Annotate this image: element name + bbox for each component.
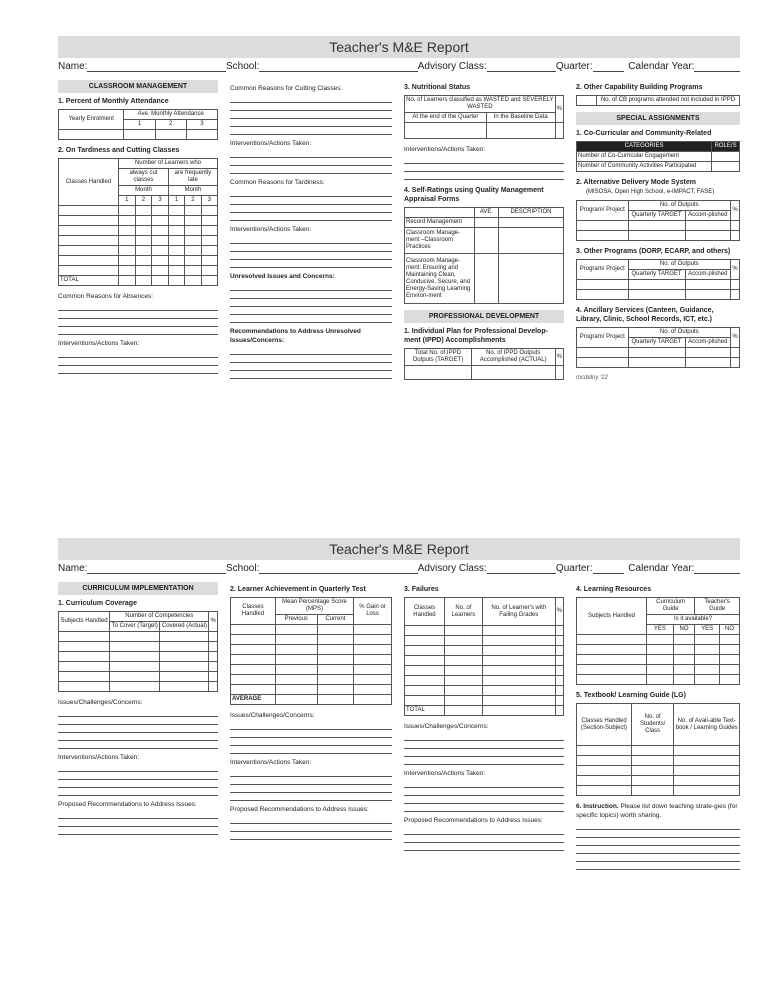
table-header: No. of Outputs xyxy=(628,201,730,211)
section-heading: 1. Curriculum Coverage xyxy=(58,600,137,607)
table-header: Yearly Enrolment xyxy=(59,110,124,130)
write-line[interactable] xyxy=(58,366,218,374)
write-line[interactable] xyxy=(58,764,218,772)
table-row[interactable] xyxy=(405,366,564,380)
write-line[interactable] xyxy=(404,156,564,164)
name-label: Name: xyxy=(58,61,88,72)
table-row[interactable] xyxy=(59,206,218,216)
table-header: No. of Learners xyxy=(444,598,482,626)
write-line[interactable] xyxy=(230,746,392,754)
table-cell[interactable] xyxy=(59,130,124,140)
table-header: % xyxy=(731,260,740,280)
table-row[interactable] xyxy=(59,266,218,276)
table-row[interactable] xyxy=(405,686,564,696)
write-line[interactable] xyxy=(58,717,218,725)
total-label: TOTAL xyxy=(59,276,119,286)
table-row[interactable] xyxy=(405,656,564,666)
advisory-field[interactable] xyxy=(487,61,556,72)
table-header: No. of Outputs xyxy=(628,260,730,270)
adm-table xyxy=(576,200,740,241)
table-header: Subjects Handled xyxy=(577,598,647,635)
table-header: Classes Handled xyxy=(231,598,276,625)
ippd-table xyxy=(404,348,564,380)
table-header: Quarterly TARGET xyxy=(628,270,685,280)
table-row[interactable] xyxy=(577,280,740,290)
write-line[interactable] xyxy=(230,738,392,746)
table-row[interactable] xyxy=(577,665,740,675)
table-header: Quarterly TARGET xyxy=(628,211,685,221)
table-row[interactable] xyxy=(577,231,740,241)
quarter-field[interactable] xyxy=(593,61,625,72)
write-line[interactable] xyxy=(230,832,392,840)
table-row[interactable] xyxy=(405,676,564,686)
write-line[interactable] xyxy=(58,772,218,780)
school-label: School: xyxy=(226,61,260,72)
write-line[interactable] xyxy=(230,816,392,824)
average-label: AVERAGE xyxy=(231,695,276,705)
table-header: Teacher's Guide xyxy=(695,598,740,615)
table-header: Ave. Monthly Attendance xyxy=(124,110,218,120)
write-line[interactable] xyxy=(230,111,392,119)
table-header: Quarterly TARGET xyxy=(628,338,685,348)
interventions-label: Interventions/Actions Taken: xyxy=(58,340,140,347)
table-header: Number of Competencies xyxy=(110,612,209,622)
table-header: % xyxy=(555,349,563,366)
write-line[interactable] xyxy=(58,319,218,327)
table-header: Mean Percentage Score (MPS) xyxy=(275,598,353,615)
signature-mark: mcdelny '12 xyxy=(576,375,608,381)
table-header: At the end of the Quarter xyxy=(405,113,487,123)
write-line[interactable] xyxy=(404,835,564,843)
table-header: Program/ Project xyxy=(577,328,629,348)
section-heading: 5. Textbook/ Learning Guide (LG) xyxy=(576,692,686,699)
table-header: always cut classes xyxy=(119,169,169,186)
interventions-label: Interventions/Actions Taken: xyxy=(404,770,486,777)
write-line[interactable] xyxy=(58,827,218,835)
table-header: % Gain or Loss xyxy=(354,598,392,625)
textbook-table xyxy=(576,703,740,796)
table-row[interactable] xyxy=(59,236,218,246)
interventions-label: Interventions/Actions Taken: xyxy=(230,140,312,147)
table-header: % xyxy=(209,612,218,632)
row-label: Classroom Manage-ment: Ensuring and Maintaining Clean, Conducive, Secure, and Energy-Saving Learning Environ-ment xyxy=(405,254,475,304)
advisory-label: Advisory Class: xyxy=(417,563,487,574)
table-row[interactable] xyxy=(577,675,740,685)
write-line[interactable] xyxy=(230,347,392,355)
section-heading: 2. On Tardiness and Cutting Classes xyxy=(58,147,180,154)
write-line[interactable] xyxy=(230,236,392,244)
write-line[interactable] xyxy=(230,307,392,315)
table-header: Current xyxy=(317,615,354,625)
write-line[interactable] xyxy=(404,827,564,835)
proposed-label: Proposed Recommendations to Address Issues: xyxy=(58,801,197,808)
section-band: CURRICULUM IMPLEMENTATION xyxy=(58,582,218,595)
write-line[interactable] xyxy=(230,119,392,127)
table-row[interactable] xyxy=(577,776,740,786)
write-line[interactable] xyxy=(58,733,218,741)
write-line[interactable] xyxy=(230,363,392,371)
write-line[interactable] xyxy=(404,780,564,788)
table-header: DESCRIPTION xyxy=(498,208,563,218)
table-row[interactable] xyxy=(231,655,392,665)
write-line[interactable] xyxy=(576,862,740,870)
table-header: No. of Students/ Class xyxy=(632,704,674,746)
write-line[interactable] xyxy=(230,283,392,291)
write-line[interactable] xyxy=(230,824,392,832)
tardiness-label: Common Reasons for Tardiness: xyxy=(230,179,325,186)
year-field[interactable] xyxy=(694,563,740,574)
table-header: AVE. xyxy=(475,208,499,218)
table-header: Total No. of IPPD Outputs (TARGET) xyxy=(405,349,472,366)
table-row[interactable] xyxy=(231,675,392,685)
table-header: 2 xyxy=(135,196,152,206)
write-line[interactable] xyxy=(230,730,392,738)
table-header: 1 xyxy=(168,196,184,206)
write-line[interactable] xyxy=(230,244,392,252)
school-field[interactable] xyxy=(259,61,417,72)
write-line[interactable] xyxy=(230,213,392,221)
name-label: Name: xyxy=(58,563,88,574)
school-field[interactable] xyxy=(259,563,417,574)
recommend-label: Recommendations to Address Unresolved Issues/Concerns: xyxy=(230,328,361,344)
instruction-title: 6. Instruction. xyxy=(576,803,619,810)
quarter-label: Quarter: xyxy=(555,563,593,574)
name-field[interactable] xyxy=(87,563,226,574)
header-fields xyxy=(58,61,740,75)
table-header: In the Baseline Data xyxy=(486,113,555,123)
table-header: 2 xyxy=(185,196,201,206)
issues-label: Issues/Challenges/Concerns: xyxy=(230,712,315,719)
curriculum-column xyxy=(58,582,218,835)
interventions-label: Interventions/Actions Taken: xyxy=(230,759,312,766)
section-heading: 3. Failures xyxy=(404,586,439,593)
table-row[interactable] xyxy=(59,662,218,672)
achievement-column xyxy=(230,582,392,840)
write-line[interactable] xyxy=(404,843,564,851)
table-header: Program/ Project xyxy=(577,201,629,221)
table-row[interactable] xyxy=(231,665,392,675)
table-row[interactable] xyxy=(405,646,564,656)
write-line[interactable] xyxy=(230,166,392,174)
write-line[interactable] xyxy=(230,150,392,158)
section-heading: 2. Alternative Delivery Mode System xyxy=(576,179,696,186)
write-line[interactable] xyxy=(58,725,218,733)
name-field[interactable] xyxy=(87,61,226,72)
table-row[interactable] xyxy=(59,672,218,682)
report-page-2 xyxy=(58,538,740,998)
section-heading: 4. Self-Ratings using Quality Management Appraisal Forms xyxy=(404,187,544,203)
table-row[interactable] xyxy=(59,632,218,642)
proposed-label: Proposed Recommendations to Address Issues: xyxy=(404,817,543,824)
failures-table xyxy=(404,597,564,716)
table-row[interactable] xyxy=(577,645,740,655)
school-label: School: xyxy=(226,563,260,574)
write-line[interactable] xyxy=(230,793,392,801)
table-row[interactable] xyxy=(577,358,740,368)
table-row[interactable] xyxy=(577,746,740,756)
row-label: Record Management xyxy=(405,218,475,228)
table-header: Month xyxy=(119,186,169,196)
table-row[interactable] xyxy=(577,221,740,231)
section-heading: 3. Other Programs (DORP, ECARP, and others) xyxy=(576,248,731,255)
table-header: YES xyxy=(647,625,674,635)
table-header: ROLE/S xyxy=(712,142,740,152)
table-row[interactable] xyxy=(59,246,218,256)
table-row[interactable] xyxy=(405,636,564,646)
other-programs-table xyxy=(576,259,740,300)
write-line[interactable] xyxy=(576,854,740,862)
write-line[interactable] xyxy=(404,804,564,812)
section-band: CLASSROOM MANAGEMENT xyxy=(58,80,218,93)
unresolved-label: Unresolved Issues and Concerns: xyxy=(230,273,335,280)
interventions-label: Interventions/Actions Taken: xyxy=(58,754,140,761)
table-row[interactable] xyxy=(577,786,740,796)
reasons-column xyxy=(230,80,392,379)
table-row[interactable] xyxy=(577,635,740,645)
table-row[interactable] xyxy=(405,123,564,139)
section-heading: 1. Individual Plan for Professional Develop-ment (IPPD) Accomplishments xyxy=(404,328,548,344)
issues-label: Issues/Challenges/Concerns: xyxy=(58,699,143,706)
write-line[interactable] xyxy=(58,741,218,749)
special-assignments-column xyxy=(576,80,740,383)
write-line[interactable] xyxy=(230,777,392,785)
cb-table xyxy=(576,95,740,106)
table-header: Program/ Project xyxy=(577,260,629,280)
table-header: Classes Handled (Section-Subject) xyxy=(577,704,632,746)
issues-label: Issues/Challenges/Concerns: xyxy=(404,723,489,730)
write-line[interactable] xyxy=(576,822,740,830)
table-row[interactable] xyxy=(405,626,564,636)
instruction-text: Please list down teaching strate-gies (for specific topics) worth sharing. xyxy=(576,803,738,819)
table-header: % xyxy=(555,598,563,626)
write-line[interactable] xyxy=(230,315,392,323)
table-row[interactable] xyxy=(405,696,564,706)
write-line[interactable] xyxy=(230,291,392,299)
interventions-label: Interventions/Actions Taken: xyxy=(404,146,486,153)
table-header: No. of Learner's with Failing Grades xyxy=(482,598,555,626)
section-heading: 4. Ancillary Services (Canteen, Guidance, Library, Clinic, School Records, ICT, etc.) xyxy=(576,307,714,323)
section-heading: 1. Percent of Monthly Attendance xyxy=(58,98,169,105)
table-header: YES xyxy=(695,625,720,635)
write-line[interactable] xyxy=(58,819,218,827)
tardiness-table xyxy=(58,158,218,286)
table-row[interactable] xyxy=(59,226,218,236)
write-line[interactable] xyxy=(230,769,392,777)
ancillary-table xyxy=(576,327,740,368)
table-header: No. of CB programs attended not included in IPPD xyxy=(597,96,740,106)
table-header: NO xyxy=(673,625,694,635)
table-header: Is it available? xyxy=(647,615,740,625)
table-header: Classes Handled xyxy=(405,598,445,626)
table-header: NO xyxy=(720,625,740,635)
section-band: SPECIAL ASSIGNMENTS xyxy=(576,112,740,125)
row-label: Number of Co-Curricular Engagement xyxy=(577,152,712,162)
page-title: Teacher's M&E Report xyxy=(58,36,740,58)
table-header: No. of IPPD Outputs Accomplished (ACTUAL) xyxy=(471,349,555,366)
write-line[interactable] xyxy=(58,709,218,717)
write-line[interactable] xyxy=(230,197,392,205)
table-header: 3 xyxy=(152,196,169,206)
table-row[interactable] xyxy=(577,756,740,766)
instruction-heading xyxy=(576,802,740,820)
table-header: Previous xyxy=(275,615,317,625)
table-header: Month xyxy=(168,186,217,196)
write-line[interactable] xyxy=(230,785,392,793)
write-line[interactable] xyxy=(58,780,218,788)
failures-column xyxy=(404,582,564,851)
table-header: No. of Avail-able Text-book / Learning Guides xyxy=(674,704,740,746)
write-line[interactable] xyxy=(58,811,218,819)
year-field[interactable] xyxy=(694,61,740,72)
cutting-label: Common Reasons for Cutting Classes: xyxy=(230,85,343,92)
page-title: Teacher's M&E Report xyxy=(58,538,740,560)
interventions-label: Interventions/Actions Taken: xyxy=(230,226,312,233)
write-line[interactable] xyxy=(58,358,218,366)
section-heading: 4. Learning Resources xyxy=(576,586,652,593)
write-line[interactable] xyxy=(230,371,392,379)
table-header: Subjects Handled xyxy=(59,612,110,632)
section-heading: 2. Learner Achievement in Quarterly Test xyxy=(230,586,366,593)
table-header: No. of Learners classified as WASTED and SEVERELY WASTED xyxy=(405,96,556,113)
table-row[interactable] xyxy=(59,652,218,662)
table-row[interactable] xyxy=(231,645,392,655)
write-line[interactable] xyxy=(58,327,218,335)
table-header: Accom-plished xyxy=(685,270,730,280)
write-line[interactable] xyxy=(230,103,392,111)
write-line[interactable] xyxy=(404,796,564,804)
table-header: 2 xyxy=(155,120,186,130)
write-line[interactable] xyxy=(576,846,740,854)
table-row[interactable] xyxy=(59,216,218,226)
resources-column xyxy=(576,582,740,870)
table-row[interactable] xyxy=(59,256,218,266)
write-line[interactable] xyxy=(230,252,392,260)
year-label: Calendar Year: xyxy=(628,563,695,574)
write-line[interactable] xyxy=(230,127,392,135)
table-row[interactable] xyxy=(577,655,740,665)
report-page-1 xyxy=(58,36,740,496)
table-header: % xyxy=(731,328,740,348)
table-header: % xyxy=(555,96,563,123)
section-heading: 1. Co-Curricular and Community-Related xyxy=(576,130,712,137)
co-curricular-table xyxy=(576,141,740,172)
section-subheading: (MISOSA, Open High School, e-IMPACT, FASE) xyxy=(586,189,715,195)
table-header: CATEGORIES xyxy=(577,142,712,152)
section-band: PROFESSIONAL DEVELOPMENT xyxy=(404,310,564,323)
quarter-field[interactable] xyxy=(593,563,625,574)
table-header: No. of Outputs xyxy=(628,328,730,338)
write-line[interactable] xyxy=(230,189,392,197)
table-row[interactable] xyxy=(59,682,218,692)
table-header: Number of Learners who xyxy=(119,159,218,169)
table-cell[interactable] xyxy=(124,130,155,140)
table-row[interactable] xyxy=(231,635,392,645)
write-line[interactable] xyxy=(230,95,392,103)
write-line[interactable] xyxy=(404,788,564,796)
write-line[interactable] xyxy=(58,350,218,358)
table-row[interactable] xyxy=(577,766,740,776)
write-line[interactable] xyxy=(404,741,564,749)
table-header: Classes Handled xyxy=(59,159,119,206)
table-header: 1 xyxy=(124,120,155,130)
nutrition-column xyxy=(404,80,564,386)
write-line[interactable] xyxy=(404,757,564,765)
table-row[interactable] xyxy=(231,685,392,695)
proposed-label: Proposed Recommendations to Address Issues: xyxy=(230,806,369,813)
table-row[interactable] xyxy=(405,666,564,676)
self-rating-table xyxy=(404,207,564,304)
advisory-field[interactable] xyxy=(487,563,556,574)
write-line[interactable] xyxy=(230,299,392,307)
header-fields xyxy=(58,563,740,577)
write-line[interactable] xyxy=(576,838,740,846)
write-line[interactable] xyxy=(58,303,218,311)
table-header: Accom-plished xyxy=(685,211,730,221)
write-line[interactable] xyxy=(230,355,392,363)
table-header: Accom-plished xyxy=(685,338,730,348)
table-header: % xyxy=(731,201,740,221)
table-header: 3 xyxy=(186,120,217,130)
row-label: Number of Community Activities Participated xyxy=(577,162,712,172)
write-line[interactable] xyxy=(404,749,564,757)
learning-resources-table xyxy=(576,597,740,685)
absences-label: Common Reasons for Absences: xyxy=(58,293,154,300)
year-label: Calendar Year: xyxy=(628,61,695,72)
table-header: Covered (Actual) xyxy=(160,622,209,632)
write-line[interactable] xyxy=(230,722,392,730)
write-line[interactable] xyxy=(404,172,564,180)
table-header: Curriculum Guide xyxy=(647,598,695,615)
write-line[interactable] xyxy=(230,205,392,213)
write-line[interactable] xyxy=(230,260,392,268)
write-line[interactable] xyxy=(58,311,218,319)
total-label: TOTAL xyxy=(405,706,445,716)
table-cell[interactable] xyxy=(186,130,217,140)
write-line[interactable] xyxy=(404,733,564,741)
table-header: 3 xyxy=(201,196,217,206)
write-line[interactable] xyxy=(58,788,218,796)
advisory-label: Advisory Class: xyxy=(417,61,487,72)
write-line[interactable] xyxy=(576,830,740,838)
nutrition-table xyxy=(404,95,564,139)
table-row[interactable] xyxy=(577,348,740,358)
quarter-label: Quarter: xyxy=(555,61,593,72)
table-header: 1 xyxy=(119,196,136,206)
write-line[interactable] xyxy=(404,164,564,172)
row-label: Classroom Manage-ment –Classroom Practices xyxy=(405,228,475,254)
attendance-table xyxy=(58,109,218,140)
table-row[interactable] xyxy=(59,642,218,652)
table-row[interactable] xyxy=(231,625,392,635)
table-row[interactable] xyxy=(577,290,740,300)
classroom-management-column xyxy=(58,80,218,374)
coverage-table xyxy=(58,611,218,692)
table-header: are frequently late xyxy=(168,169,217,186)
achievement-table xyxy=(230,597,392,705)
section-heading: 3. Nutritional Status xyxy=(404,84,471,91)
write-line[interactable] xyxy=(230,158,392,166)
table-header: To Cover (Target) xyxy=(110,622,160,632)
section-heading: 2. Other Capability Building Programs xyxy=(576,84,703,91)
table-cell[interactable] xyxy=(155,130,186,140)
